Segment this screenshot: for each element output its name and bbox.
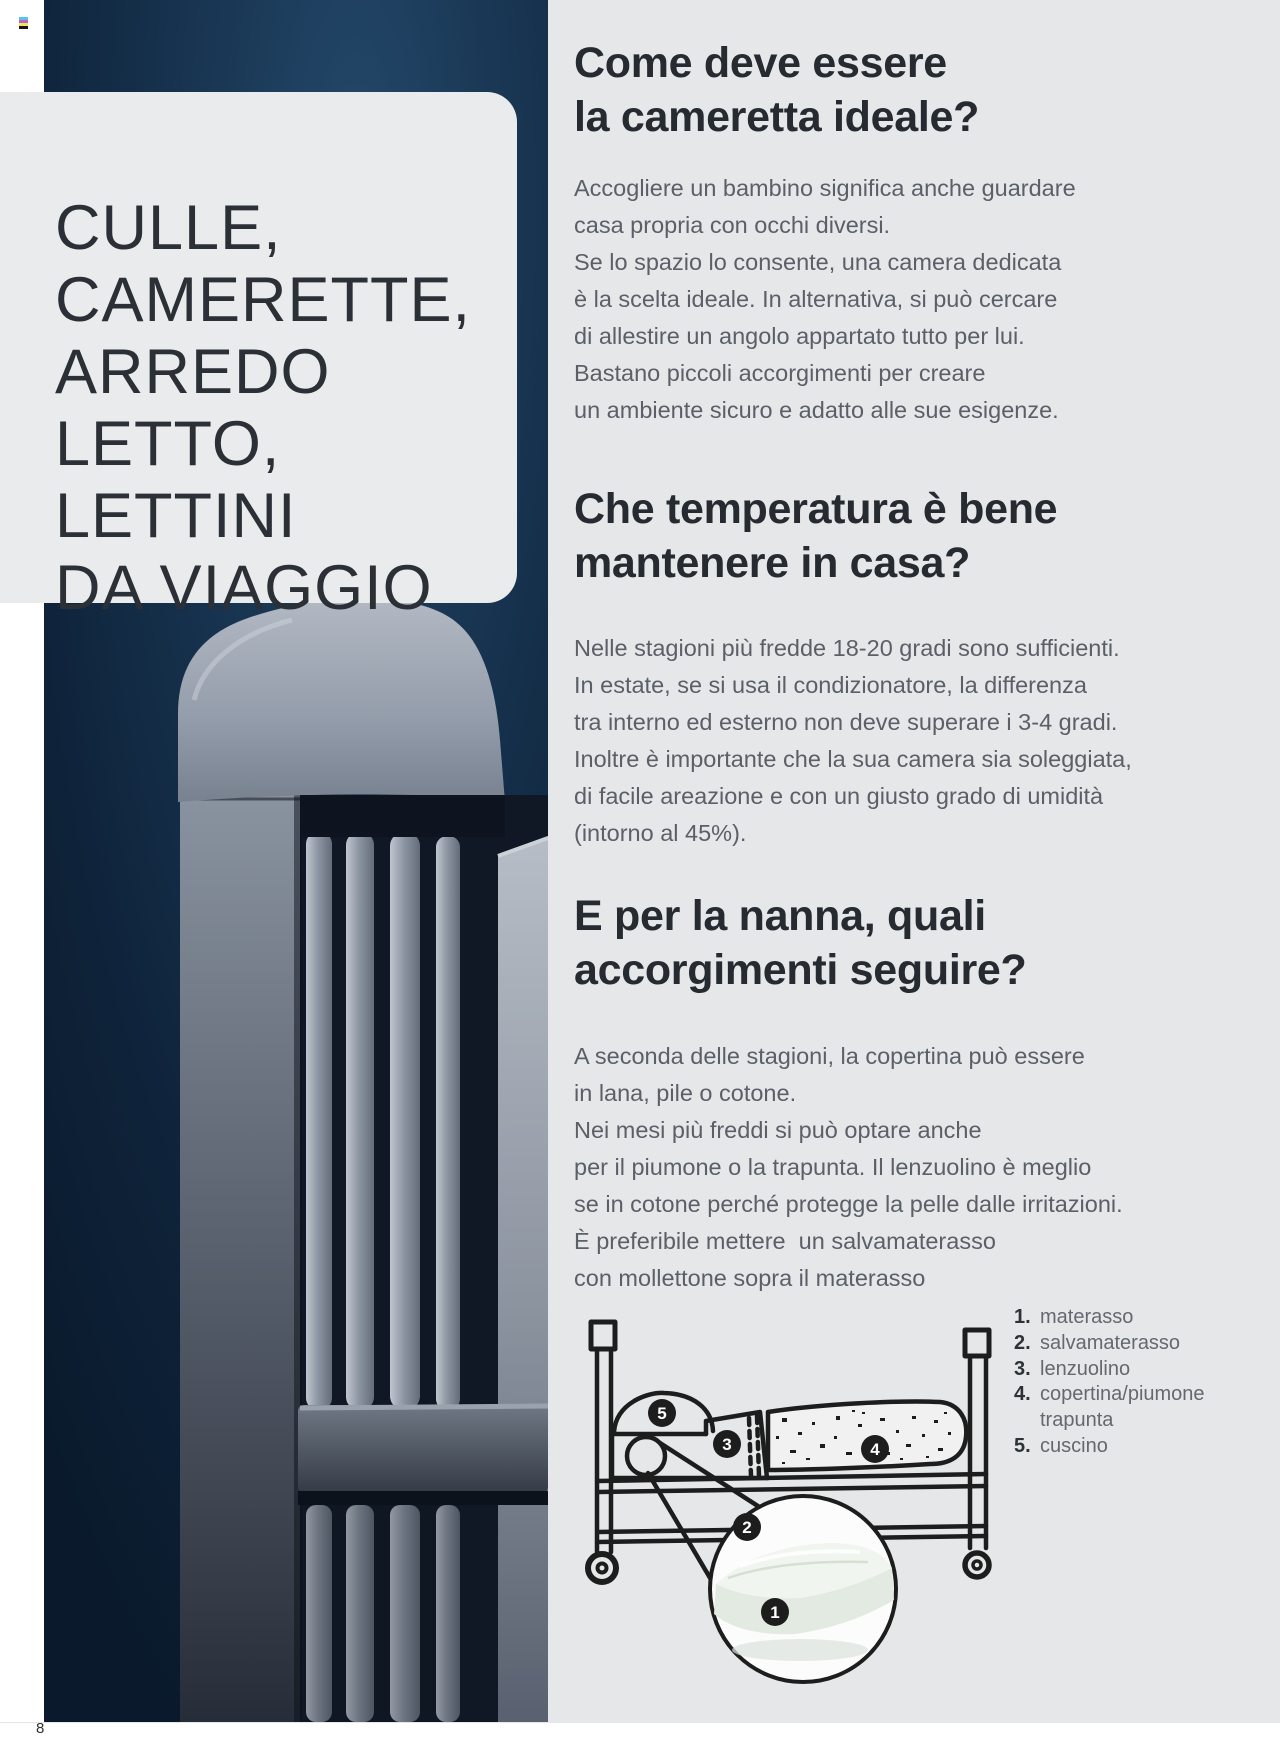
body-line: con mollettone sopra il materasso — [574, 1265, 926, 1291]
print-registration-icon — [19, 17, 28, 29]
badge-5: 5 — [657, 1404, 667, 1423]
section-heading: Come deve essere — [574, 39, 947, 87]
body-line: In estate, se si usa il condizionatore, la differenza — [574, 672, 1087, 698]
legend-number: 4. — [1014, 1383, 1031, 1406]
body-line: A seconda delle stagioni, la copertina può essere — [574, 1043, 1085, 1069]
body-line: di facile areazione e con un giusto grado di umidità — [574, 783, 1104, 809]
rail-bottom-shadow — [298, 1491, 548, 1505]
body-line: Se lo spazio lo consente, una camera dedicata — [574, 249, 1062, 275]
diagram-legend — [1014, 1306, 1264, 1461]
page-title-line: ARREDO — [55, 337, 331, 407]
page-title-line: LETTINI — [55, 481, 297, 551]
legend-item — [1014, 1435, 1264, 1461]
cap-under-shadow — [300, 795, 505, 837]
legend-label: lenzuolino — [1040, 1357, 1131, 1380]
badge-4: 4 — [870, 1440, 880, 1459]
legend-item — [1014, 1306, 1264, 1332]
page-title-line: DA VIAGGIO — [55, 553, 433, 623]
legend-item — [1014, 1358, 1264, 1384]
page-title-line: CAMERETTE, — [55, 265, 472, 335]
body-line: in lana, pile o cotone. — [574, 1080, 797, 1106]
crib-arch-cap — [178, 598, 505, 802]
reg-bar-black — [19, 26, 28, 29]
body-line: tra interno ed esterno non deve superare i 3-4 gradi. — [574, 709, 1118, 735]
legend-number: 2. — [1014, 1331, 1031, 1354]
diagram-right-wheel-hub — [973, 1561, 981, 1569]
body-line: di allestire un angolo appartato tutto per lui. — [574, 323, 1025, 349]
crib-corner-post — [180, 792, 300, 1722]
legend-number: 5. — [1014, 1434, 1031, 1457]
body-line: se in cotone perché protegge la pelle dalle irritazioni. — [574, 1191, 1123, 1217]
diagram-left-wheel-hub — [598, 1564, 607, 1573]
legend-label: cuscino — [1040, 1434, 1108, 1457]
legend-label: materasso — [1040, 1306, 1134, 1328]
diagram-right-wheel — [965, 1553, 989, 1577]
bed-layers-diagram — [540, 1300, 1010, 1738]
diagram-left-knob — [591, 1322, 615, 1349]
legend-label: copertina/piumone — [1040, 1383, 1205, 1406]
bottom-margin — [0, 1722, 1280, 1738]
diagram-left-wheel — [588, 1554, 616, 1582]
body-line: Nelle stagioni più fredde 18-20 gradi sono sufficienti. — [574, 635, 1120, 661]
body-line: è la scelta ideale. In alternativa, si può cercare — [574, 286, 1058, 312]
page-number: 8 — [36, 1720, 45, 1737]
diagram-sheet-dashes — [749, 1418, 751, 1476]
body-line: Bastano piccoli accorgimenti per creare — [574, 360, 986, 386]
section-heading: E per la nanna, quali — [574, 892, 986, 940]
section-body — [574, 170, 1076, 429]
post-edge-shadow — [294, 795, 302, 1722]
badge-1: 1 — [770, 1603, 780, 1622]
body-line: Accogliere un bambino significa anche guardare — [574, 175, 1076, 201]
section-heading: Che temperatura è bene — [574, 485, 1058, 533]
section-body — [574, 630, 1132, 852]
body-line: un ambiente sicuro e adatto alle sue esigenze. — [574, 397, 1059, 423]
legend-item — [1014, 1383, 1264, 1409]
body-line: Inoltre è importante che la sua camera sia soleggiata, — [574, 746, 1132, 772]
legend-item — [1014, 1409, 1264, 1435]
badge-3: 3 — [722, 1435, 732, 1454]
crib-horizontal-rail — [298, 1405, 548, 1493]
section-heading: mantenere in casa? — [574, 539, 971, 587]
diagram-sheet-dashes — [757, 1416, 759, 1476]
diagram-right-knob — [965, 1330, 989, 1356]
title-box — [0, 92, 517, 623]
section-heading: accorgimenti seguire? — [574, 946, 1027, 994]
section-heading: la cameretta ideale? — [574, 93, 980, 141]
legend-number: 1. — [1014, 1306, 1031, 1328]
legend-label: salvamaterasso — [1040, 1331, 1181, 1354]
badge-2: 2 — [742, 1518, 752, 1537]
body-line: È preferibile mettere un salvamaterasso — [574, 1228, 996, 1254]
legend-number: 3. — [1014, 1357, 1031, 1380]
body-line: Nei mesi più freddi si può optare anche — [574, 1117, 982, 1143]
body-line: casa propria con occhi diversi. — [574, 212, 891, 238]
body-line: per il piumone o la trapunta. Il lenzuolino è meglio — [574, 1154, 1092, 1180]
legend-label: trapunta — [1040, 1409, 1114, 1432]
page-title-line: LETTO, — [55, 409, 281, 479]
rail-top-highlight — [300, 1406, 548, 1408]
section-body — [574, 1038, 1123, 1297]
legend-item — [1014, 1332, 1264, 1358]
page-title-line: CULLE, — [55, 193, 282, 263]
body-line: (intorno al 45%). — [574, 820, 747, 846]
